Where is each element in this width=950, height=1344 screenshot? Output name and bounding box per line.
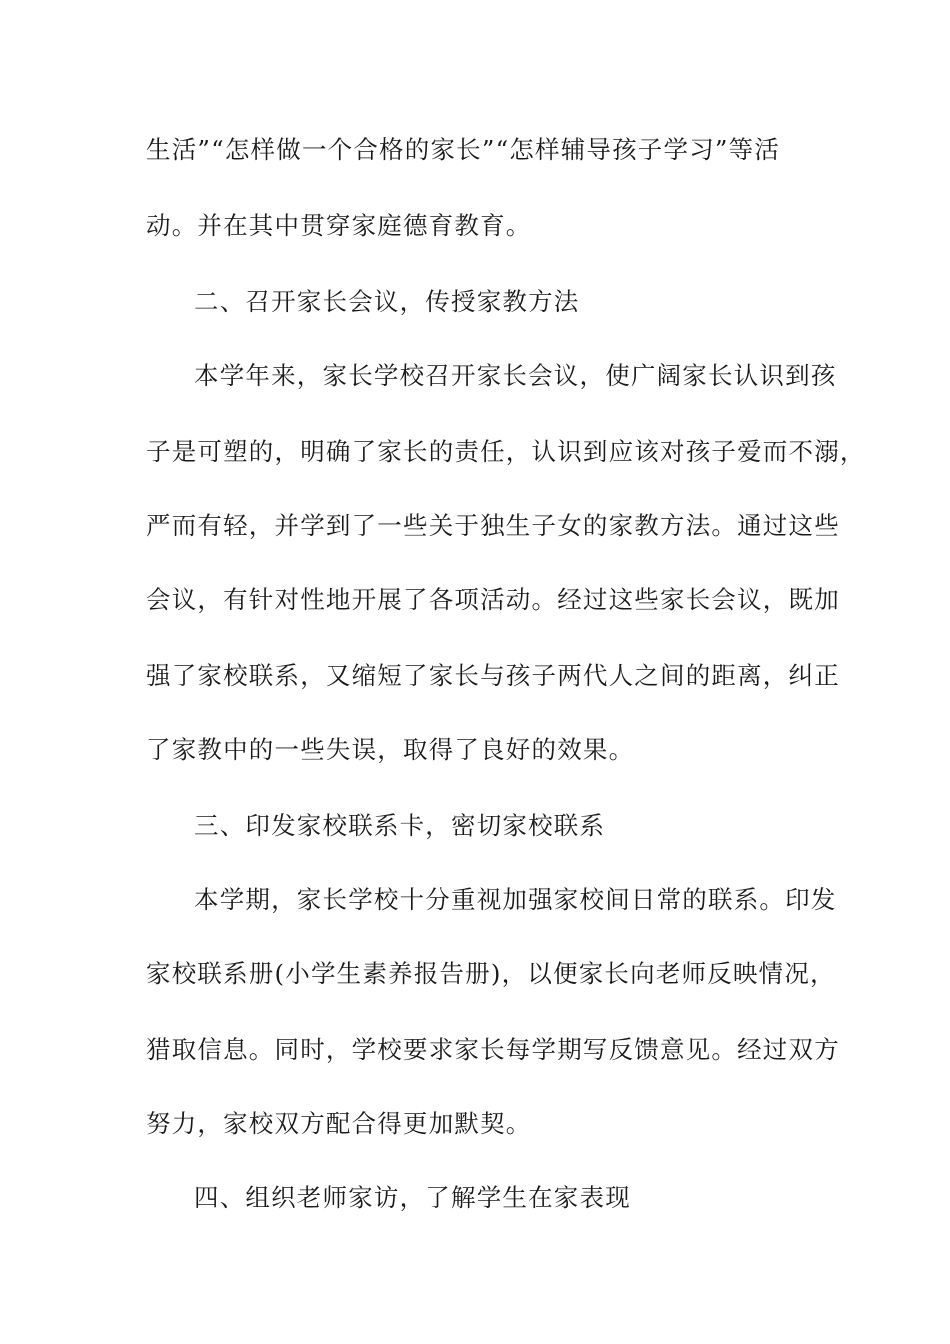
paragraph-line: 子是可塑的，明确了家长的责任，认识到应该对孩子爱而不溺， <box>146 437 866 466</box>
paragraph-line: 严而有轻，并学到了一些关于独生子女的家教方法。通过这些 <box>146 511 840 540</box>
paragraph-line: 动。并在其中贯穿家庭德育教育。 <box>146 211 532 240</box>
section-heading: 四、组织老师家访，了解学生在家表现 <box>194 1183 631 1212</box>
paragraph-line: 生活”“怎样做一个合格的家长”“怎样辅导孩子学习”等活 <box>146 135 781 164</box>
paragraph-line: 猎取信息。同时，学校要求家长每学期写反馈意见。经过双方 <box>146 1035 840 1064</box>
paragraph-line: 本学年来，家长学校召开家长会议，使广阔家长认识到孩 <box>194 361 837 390</box>
paragraph-line: 本学期，家长学校十分重视加强家校间日常的联系。印发 <box>194 885 837 914</box>
paragraph-line: 会议，有针对性地开展了各项活动。经过这些家长会议，既加 <box>146 585 840 614</box>
paragraph-line: 了家教中的一些失误，取得了良好的效果。 <box>146 735 635 764</box>
section-heading: 三、印发家校联系卡，密切家校联系 <box>194 811 606 840</box>
paragraph-line: 努力，家校双方配合得更加默契。 <box>146 1109 532 1138</box>
paragraph-line: 家校联系册(小学生素养报告册)，以便家长向老师反映情况， <box>146 959 836 988</box>
paragraph-line: 强了家校联系，又缩短了家长与孩子两代人之间的距离，纠正 <box>146 661 840 690</box>
section-heading: 二、召开家长会议，传授家教方法 <box>194 287 580 316</box>
